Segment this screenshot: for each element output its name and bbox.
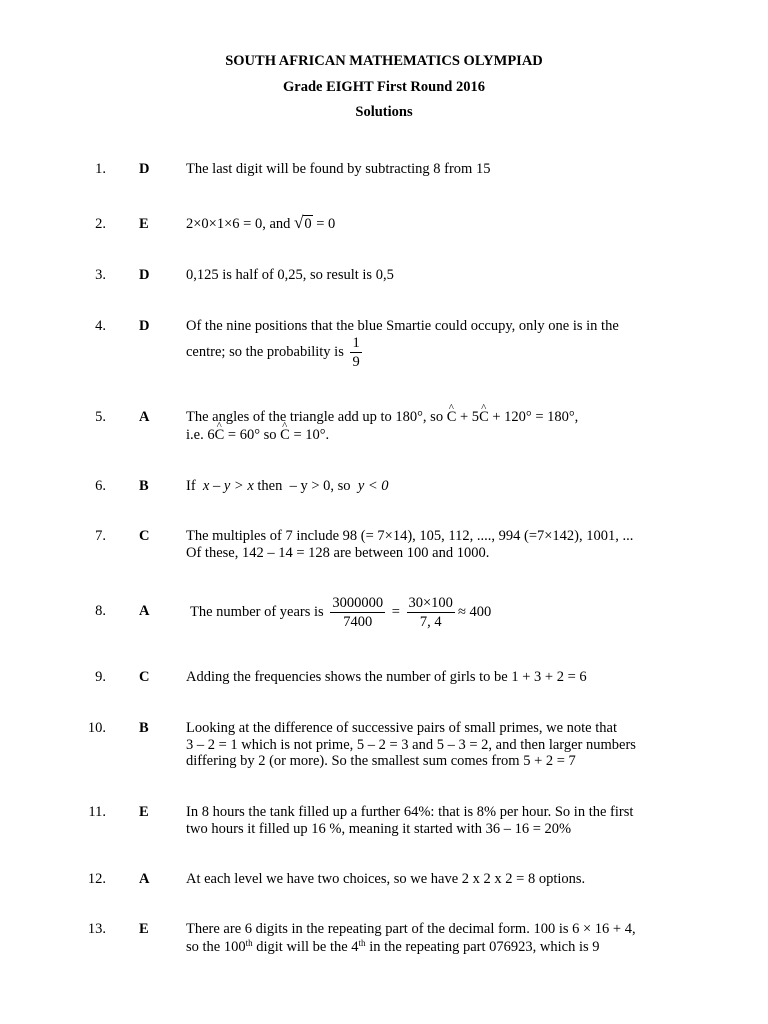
fraction-denominator: 7400 bbox=[343, 614, 373, 630]
fraction-numerator: 30×100 bbox=[408, 595, 453, 611]
solution-text-part: digit will be the 4 bbox=[252, 939, 359, 955]
solution-text-part: centre; so the probability is bbox=[186, 343, 344, 360]
question-number: 12. bbox=[87, 871, 106, 887]
answer-letter: A bbox=[139, 603, 150, 619]
question-number: 10. bbox=[87, 720, 106, 736]
angle-c-hat: ^ C bbox=[447, 409, 457, 426]
solution-text-line-1: There are 6 digits in the repeating part of the decimal form. 100 is 6 × 16 + 4, bbox=[186, 921, 636, 937]
question-number: 11. bbox=[88, 804, 106, 820]
solution-text: Adding the frequencies shows the number of girls to be 1 + 3 + 2 = 6 bbox=[186, 669, 587, 685]
solution-text bbox=[190, 594, 491, 631]
solution-text: At each level we have two choices, so we have 2 x 2 x 2 = 8 options. bbox=[186, 871, 586, 887]
question-number: 9. bbox=[95, 669, 106, 685]
answer-letter: E bbox=[139, 216, 149, 232]
solution-text-line-1: In 8 hours the tank filled up a further 64%: that is 8% per hour. So in the first bbox=[186, 804, 634, 820]
question-number: 3. bbox=[95, 267, 106, 283]
solution-text-line-1 bbox=[186, 409, 578, 426]
question-number: 4. bbox=[95, 318, 106, 334]
math-expression: y < 0 bbox=[357, 478, 389, 494]
solution-text bbox=[186, 214, 335, 233]
years-fraction-1 bbox=[330, 594, 385, 631]
solution-text-part: The number of years is bbox=[190, 603, 324, 620]
radicand: 0 bbox=[304, 216, 312, 232]
answer-letter: D bbox=[139, 267, 150, 283]
answer-letter: D bbox=[139, 318, 150, 334]
answer-letter: E bbox=[139, 921, 149, 937]
document-section-heading: Solutions bbox=[355, 104, 413, 120]
document-subtitle: Grade EIGHT First Round 2016 bbox=[283, 79, 485, 95]
solution-text-part: so the 100 bbox=[186, 939, 246, 955]
ordinal-suffix: th bbox=[358, 938, 366, 948]
fraction-denominator: 9 bbox=[352, 354, 360, 370]
solution-text-part: in the repeating part 076923, which is 9 bbox=[365, 939, 600, 955]
square-root-expression: √0 bbox=[294, 213, 312, 232]
solution-text-part: The angles of the triangle add up to 180°, so bbox=[186, 409, 444, 425]
math-expression: – y > 0, so bbox=[289, 478, 351, 494]
question-number: 8. bbox=[95, 603, 106, 619]
question-number: 1. bbox=[95, 161, 106, 177]
fraction-numerator: 3000000 bbox=[332, 595, 384, 611]
solution-text-line-2 bbox=[186, 334, 365, 371]
solution-text-line-3: differing by 2 (or more). So the smallest sum comes from 5 + 2 = 7 bbox=[186, 753, 576, 769]
solution-text-line-1: The multiples of 7 include 98 (= 7×14), 105, 112, ...., 994 (=7×142), 1001, ... bbox=[186, 528, 634, 544]
fraction-denominator: 7, 4 bbox=[419, 614, 442, 630]
angle-c-hat: ^ C bbox=[479, 409, 489, 426]
math-expression: x – y > x bbox=[202, 478, 254, 494]
question-number: 6. bbox=[95, 478, 106, 494]
angle-c-hat: ^ C bbox=[215, 427, 225, 444]
question-number: 7. bbox=[95, 528, 106, 544]
question-number: 5. bbox=[95, 409, 106, 425]
question-number: 13. bbox=[87, 921, 106, 937]
solution-text-part: If bbox=[186, 478, 196, 494]
answer-letter: E bbox=[139, 804, 149, 820]
angle-c-hat: ^ C bbox=[280, 427, 290, 444]
solution-text-part: + 5 bbox=[460, 409, 480, 425]
solution-text-line-2: two hours it filled up 16 %, meaning it started with 36 – 16 = 20% bbox=[186, 821, 572, 837]
answer-letter: D bbox=[139, 161, 150, 177]
question-number: 2. bbox=[95, 216, 106, 232]
document-title: SOUTH AFRICAN MATHEMATICS OLYMPIAD bbox=[225, 53, 543, 69]
solution-text bbox=[186, 478, 389, 495]
solution-text-line-1: Of the nine positions that the blue Smartie could occupy, only one is in the bbox=[186, 318, 619, 334]
answer-letter: B bbox=[139, 720, 149, 736]
solution-text-part: + 120° = 180°, bbox=[492, 409, 579, 425]
solution-text-part: 2×0×1×6 = 0, and bbox=[186, 216, 291, 232]
solution-text-part: = 60° so bbox=[227, 427, 277, 443]
solution-text-line-2: 3 – 2 = 1 which is not prime, 5 – 2 = 3 and 5 – 3 = 2, and then larger numbers bbox=[186, 737, 636, 753]
ordinal-suffix: th bbox=[245, 938, 253, 948]
solution-text-part: = 0 bbox=[316, 216, 336, 232]
solution-text-part: = 10°. bbox=[293, 427, 330, 443]
solution-text-part: i.e. 6 bbox=[186, 427, 215, 443]
equals-sign: = bbox=[391, 603, 400, 620]
solution-text: 0,125 is half of 0,25, so result is 0,5 bbox=[186, 267, 394, 283]
answer-letter: B bbox=[139, 478, 149, 494]
answer-letter: A bbox=[139, 871, 150, 887]
fraction-numerator: 1 bbox=[352, 335, 360, 351]
years-fraction-2 bbox=[407, 594, 455, 631]
answer-letter: A bbox=[139, 409, 150, 425]
solution-text-line-1: Looking at the difference of successive pairs of small primes, we note that bbox=[186, 720, 617, 736]
solution-text-part: then bbox=[257, 478, 283, 494]
answer-letter: C bbox=[139, 528, 150, 544]
approx-result: ≈ 400 bbox=[457, 603, 492, 620]
solution-text-line-2 bbox=[186, 427, 329, 444]
probability-fraction bbox=[350, 334, 361, 371]
answer-letter: C bbox=[139, 669, 150, 685]
solution-text-line-2: Of these, 142 – 14 = 128 are between 100 and 1000. bbox=[186, 545, 490, 561]
solution-text: The last digit will be found by subtracting 8 from 15 bbox=[186, 161, 491, 177]
solution-text-line-2 bbox=[186, 939, 600, 956]
